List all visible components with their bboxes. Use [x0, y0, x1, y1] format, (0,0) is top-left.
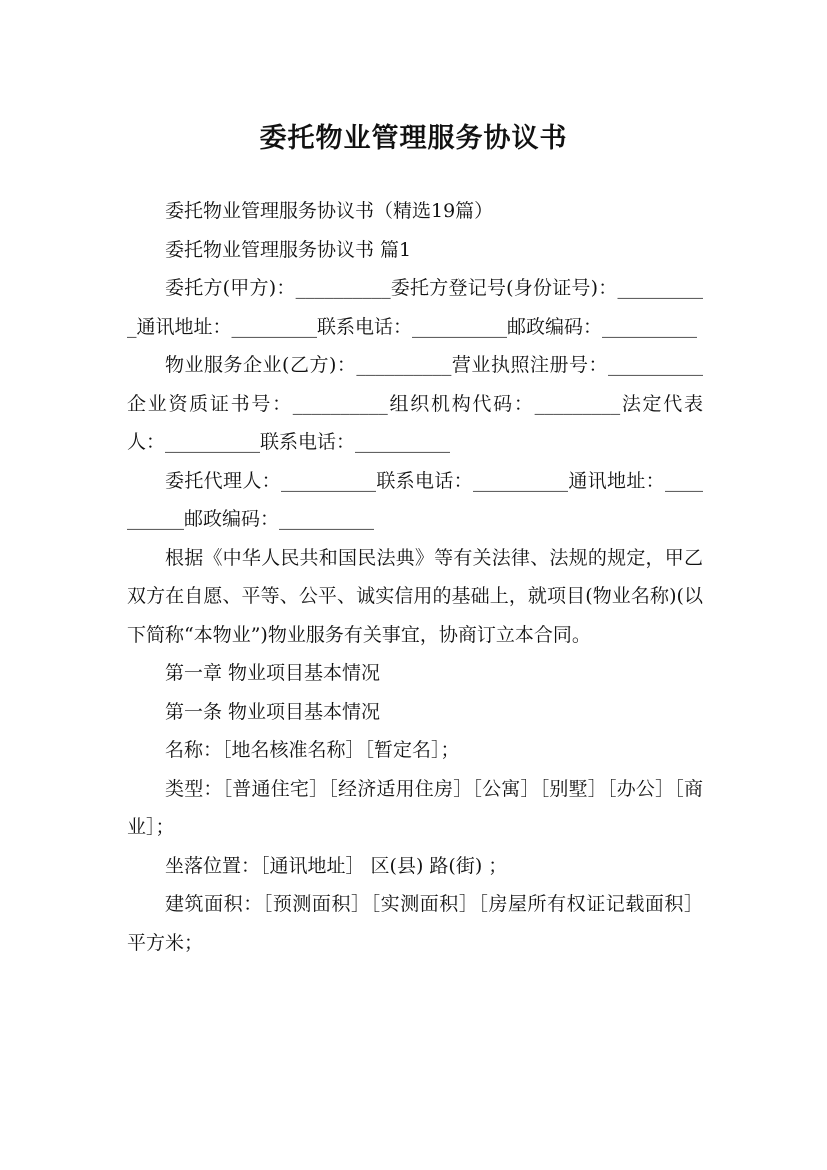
paragraph-party-a: 委托方(甲方)：__________委托方登记号(身份证号)：__________通讯地址：_________联系电话：__________邮政编码：__________ [127, 277, 703, 338]
paragraph-agent: 委托代理人：__________联系电话：__________通讯地址：__________邮政编码：__________ [127, 469, 703, 530]
paragraph-location: 坐落位置：［通讯地址］ 区(县) 路(街) ； [165, 854, 508, 877]
paragraph-article-heading: 第一条 物业项目基本情况 [165, 700, 381, 723]
paragraph-section-heading: 委托物业管理服务协议书 篇1 [165, 238, 412, 261]
paragraph-chapter-heading: 第一章 物业项目基本情况 [165, 662, 381, 684]
document-body [127, 192, 703, 962]
paragraph-type: 类型：［普通住宅］［经济适用住房］［公寓］［别墅］［办公］［商业］； [127, 777, 703, 838]
page-title: 委托物业管理服务协议书 [259, 123, 568, 155]
paragraph-subtitle: 委托物业管理服务协议书（精选19篇） [165, 200, 494, 222]
paragraph-name: 名称：［地名核准名称］［暂定名］； [165, 739, 460, 761]
paragraph-party-b: 物业服务企业(乙方)：__________营业执照注册号：__________企业资质证书号：__________组织机构代码：_________法定代表人：__________联系电话：__________ [127, 354, 703, 453]
paragraph-area: 建筑面积：［预测面积］［实测面积］［房屋所有权证记载面积］ 平方米； [127, 893, 703, 954]
paragraph-preamble: 根据《中华人民共和国民法典》等有关法律、法规的规定，甲乙双方在自愿、平等、公平、诚实信用的基础上，就项目(物业名称)(以下简称“本物业”)物业服务有关事宜，协商订立本合同。 [127, 546, 703, 646]
